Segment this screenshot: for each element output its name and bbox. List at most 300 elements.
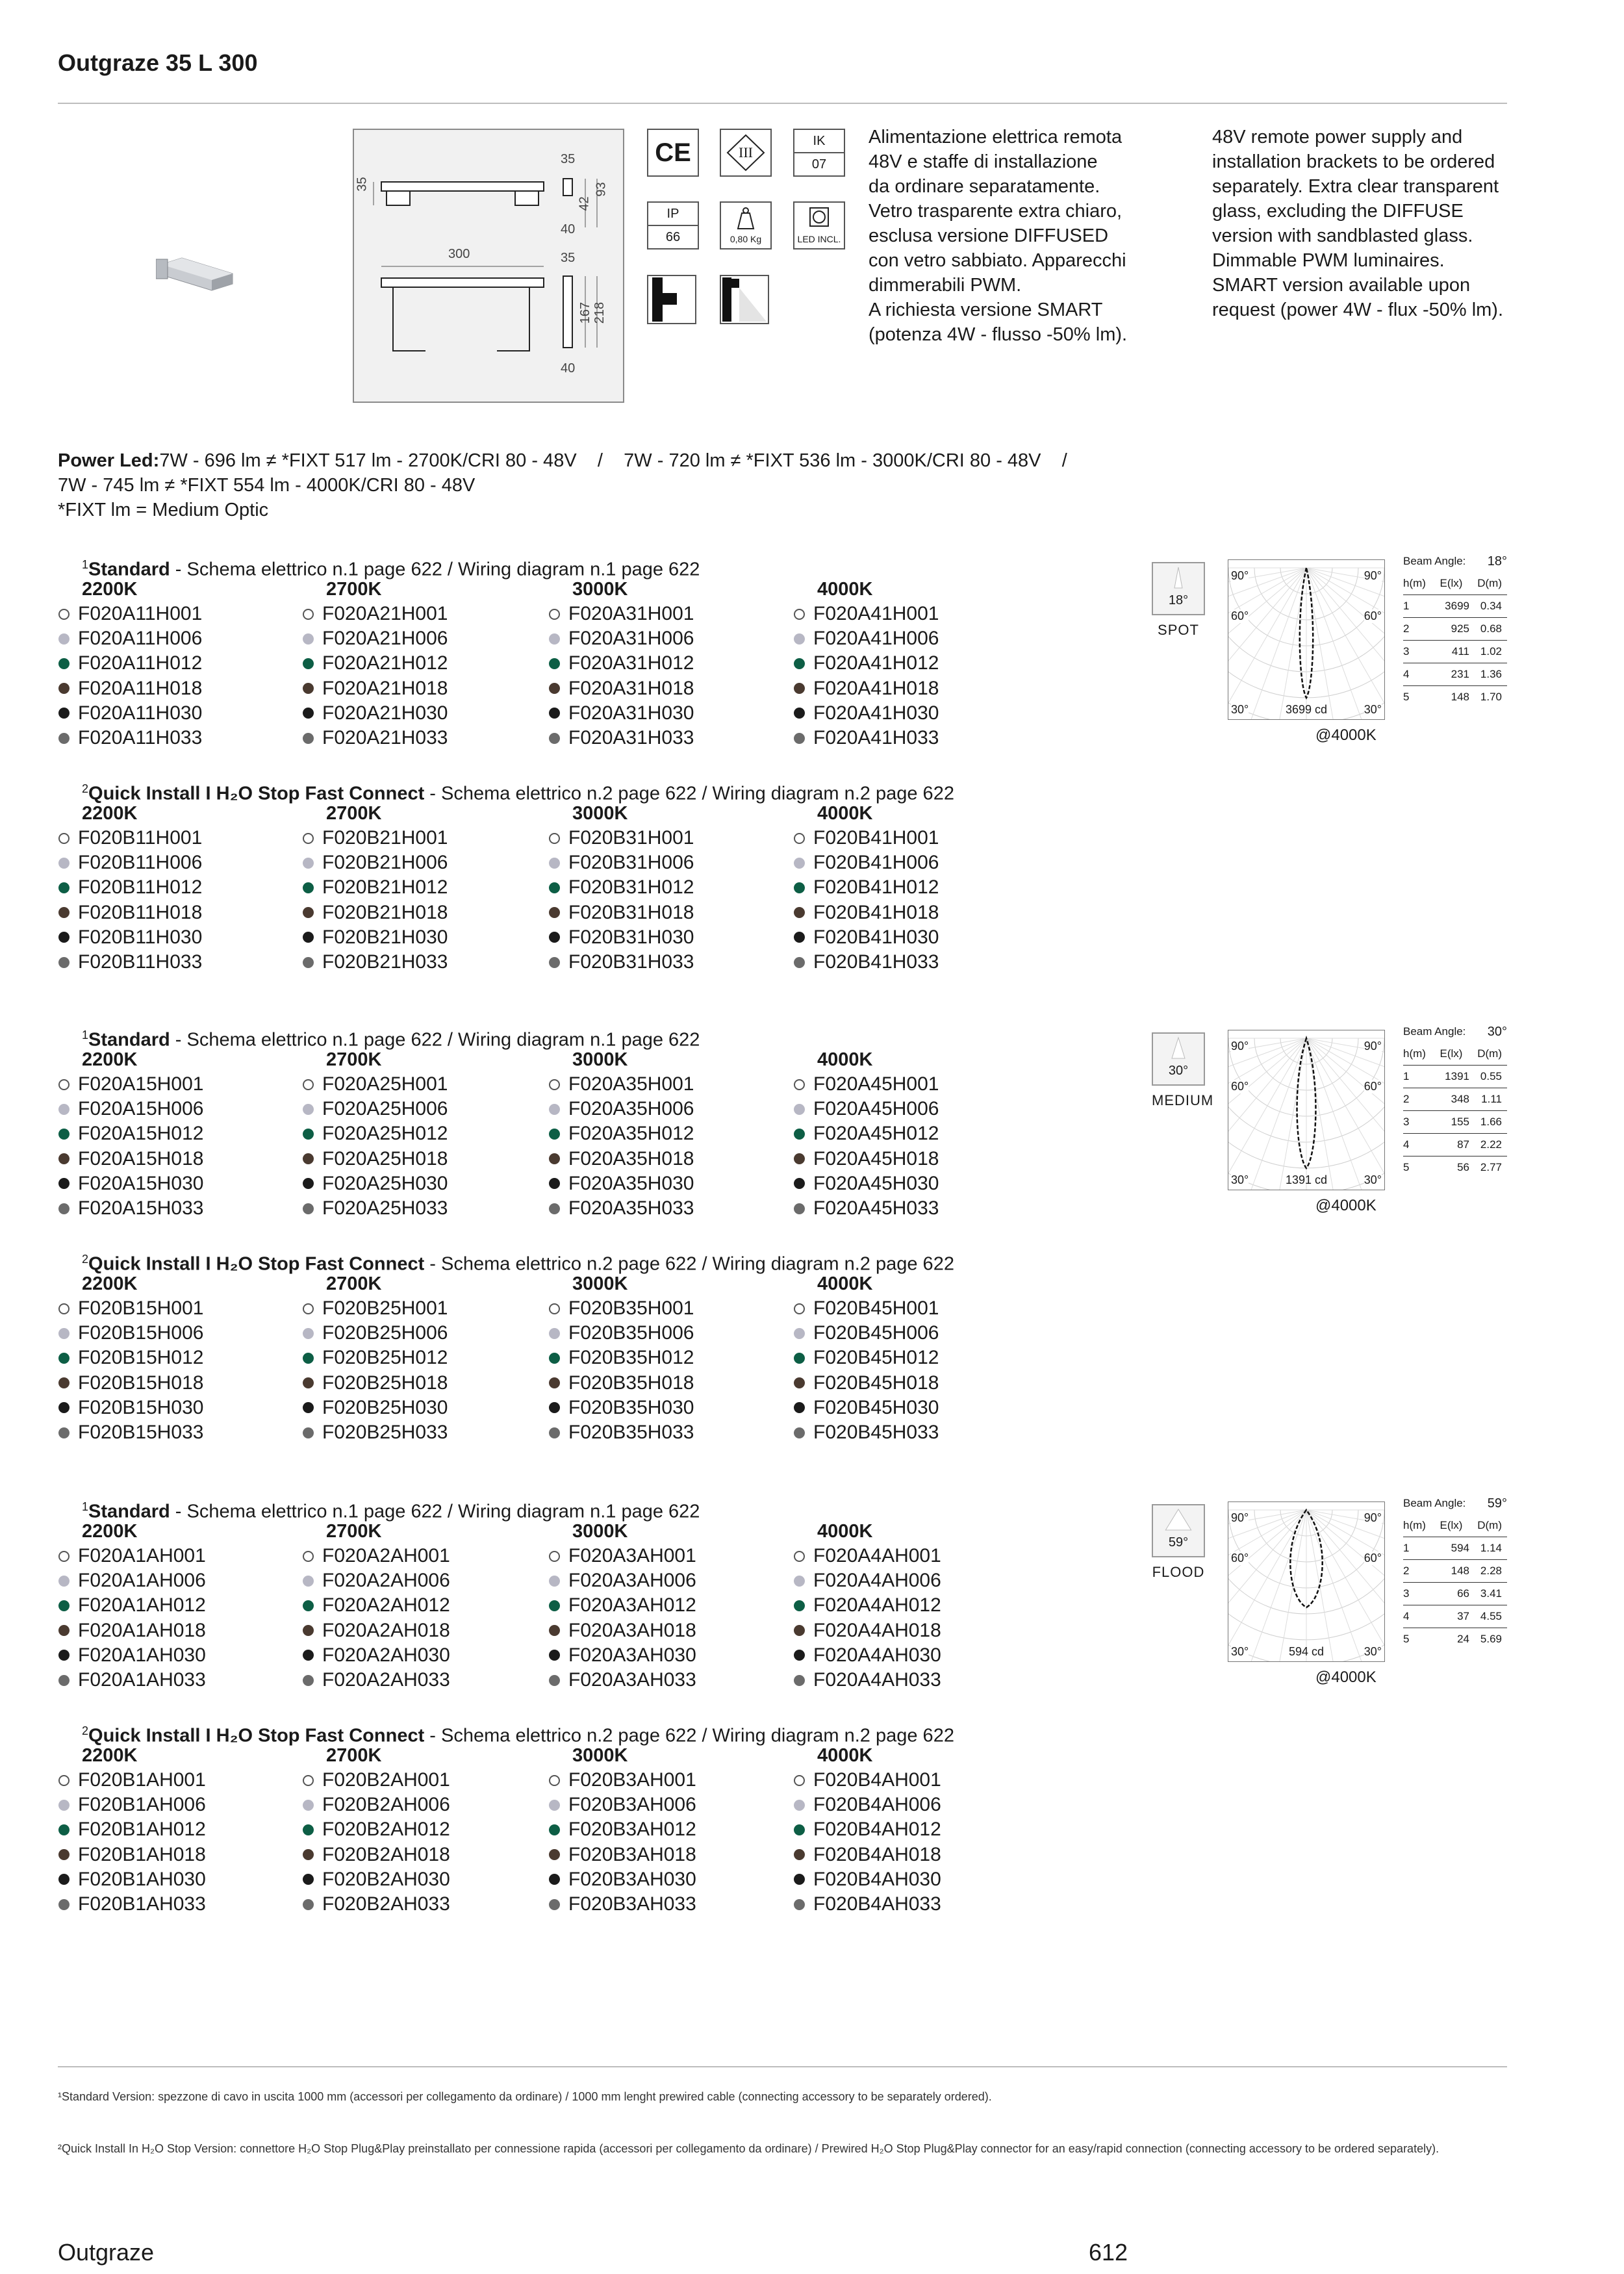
product-code: F020A41H033 [813,727,939,748]
product-code-item [303,1171,448,1196]
finish-color-swatch [549,1353,560,1364]
product-code-item [58,1196,203,1221]
finish-color-swatch [58,1625,70,1636]
page-number: 612 [1089,2239,1128,2266]
product-code-item [794,1296,939,1321]
polar-angle-label: 60° [1231,1080,1249,1093]
product-code-item [58,1843,206,1867]
product-code-item [303,1843,450,1867]
finish-color-swatch [794,1079,805,1090]
product-code: F020A31H006 [568,628,694,650]
product-code: F020B21H001 [322,827,448,849]
power-line-2: 7W - 745 lm ≠ *FIXT 554 lm - 4000K/CRI 80 - 48V [58,475,476,496]
product-code: F020A41H030 [813,702,939,724]
product-code-item [549,1817,696,1842]
description-italian: Alimentazione elettrica remota 48V e staffe di installazione da ordinare separatamente. Vetro trasparente extra chiaro, esclusa versione DIFFUSED con vetro sabbiato. Apparecchi dimmerabili PWM. A richiesta versione SMART (potenza 4W - flusso -50% lm). [869,127,1128,345]
product-code: F020B31H030 [568,926,694,948]
product-code: F020B1AH006 [78,1794,206,1816]
product-code: F020A45H006 [813,1098,939,1120]
footnote-standard: ¹Standard Version: spezzone di cavo in uscita 1000 mm (accessori per collegamento da ordinare) / 1000 mm lenght prewired cable (connecting accessory to be separately ordered). [58,2090,992,2103]
product-code-item [794,1147,939,1171]
footnote-ref: 2 [82,1724,89,1737]
product-code-item [549,1544,696,1568]
product-code-item [58,1147,203,1171]
color-temperature-header: 4000K [817,1049,873,1070]
product-code-item [549,1420,694,1445]
illuminance-table [1403,1492,1507,1650]
product-code: F020B15H030 [78,1396,204,1418]
product-code: F020A15H030 [78,1172,204,1194]
weight-icon: 0,80 Kg [720,201,772,249]
finish-color-swatch [58,957,70,968]
product-code: F020B35H012 [568,1347,694,1369]
polar-angle-label: 90° [1231,1511,1249,1524]
product-code: F020A21H030 [322,702,448,724]
wiring-diagram-ref: - Schema elettrico n.2 page 622 / Wiring diagram n.2 page 622 [424,1725,954,1746]
finish-color-swatch [549,1079,560,1090]
finish-color-swatch [794,1650,805,1661]
product-code: F020A25H033 [322,1197,448,1219]
product-code-item [58,1072,203,1097]
col-header: h(m) [1403,1519,1426,1531]
finish-color-swatch [303,1625,314,1636]
power-line-3: *FIXT lm = Medium Optic [58,500,269,520]
finish-color-swatch [794,1625,805,1636]
finish-color-swatch [303,1600,314,1611]
product-code-item [58,1668,206,1693]
product-code-item [794,901,939,925]
polar-angle-label: 30° [1231,703,1249,716]
product-code-item [549,901,694,925]
product-code-item [303,875,448,900]
product-code-item [58,1097,203,1121]
polar-angle-label: 60° [1231,1552,1249,1565]
product-code: F020B25H033 [322,1422,448,1443]
finish-color-swatch [549,1899,560,1910]
product-code: F020B45H033 [813,1422,939,1443]
finish-color-swatch [303,1178,314,1189]
peak-intensity: 594 cd [1288,1645,1325,1658]
beam-type-label: FLOOD [1152,1564,1205,1580]
finish-color-swatch [303,932,314,943]
col-header: E(lx) [1440,1047,1463,1060]
product-code: F020A25H030 [322,1172,448,1194]
table-row: 1 3699 0.34 [1403,595,1507,618]
finish-color-swatch [303,609,314,620]
product-code-item [794,1420,939,1445]
product-code: F020B11H006 [78,852,203,874]
finish-color-swatch [303,1303,314,1314]
product-code: F020A31H033 [568,727,694,748]
finish-color-swatch [549,1824,560,1835]
product-code: F020A2AH006 [322,1570,450,1592]
finish-color-swatch [303,633,314,645]
beam-angle-label: Beam Angle: [1403,1497,1466,1509]
product-code: F020A45H012 [813,1123,939,1145]
dim-label: 167 [578,301,593,324]
finish-color-swatch [549,1849,560,1860]
finish-color-swatch [549,1625,560,1636]
product-code: F020B2AH001 [322,1769,450,1791]
beam-angle-value: 30° [1487,1025,1507,1039]
product-code-item [303,1097,448,1121]
finish-color-swatch [303,1824,314,1835]
finish-color-swatch [58,1576,70,1587]
product-code-item [58,1121,203,1146]
product-code: F020A25H018 [322,1147,448,1169]
product-code: F020B11H033 [78,951,203,973]
product-code-item [58,726,202,750]
finish-color-swatch [549,658,560,669]
product-code-item [794,726,939,750]
product-code: F020A4AH018 [813,1619,941,1641]
finish-color-swatch [58,1153,70,1164]
finish-color-swatch [549,957,560,968]
finish-color-swatch [58,1899,70,1910]
product-code-item [794,1171,939,1196]
finish-color-swatch [794,957,805,968]
col-header: D(m) [1477,1519,1502,1531]
product-code: F020A11H033 [78,727,203,748]
led-included-icon: LED INCL. [793,201,845,249]
finish-color-swatch [794,1675,805,1686]
finish-color-swatch [303,683,314,694]
product-code-item [58,875,202,900]
wiring-diagram-ref: - Schema elettrico n.2 page 622 / Wiring diagram n.2 page 622 [424,1253,954,1275]
product-code-item [58,901,202,925]
finish-color-swatch [549,708,560,719]
light-emission-icon [720,275,769,324]
color-temperature-header: 4000K [817,803,873,824]
product-code-item [303,1618,450,1643]
product-code-item [303,1768,450,1793]
product-code: F020B15H006 [78,1322,204,1344]
product-code-item [303,1346,448,1370]
product-code-item [794,950,939,975]
product-code: F020A15H018 [78,1147,204,1169]
product-code-item [549,1643,696,1668]
finish-color-swatch [303,1402,314,1413]
finish-color-swatch [549,1427,560,1438]
product-code: F020A21H033 [322,727,448,748]
footnote-ref: 2 [82,782,89,795]
finish-color-swatch [58,733,70,744]
product-code-item [549,1196,694,1221]
product-code: F020A21H012 [322,652,448,674]
finish-color-swatch [794,683,805,694]
product-code: F020A21H018 [322,677,448,699]
finish-color-swatch [794,1328,805,1339]
finish-color-swatch [58,1824,70,1835]
beam-icon [1152,1504,1205,1557]
product-code-item [794,1321,939,1346]
finish-color-swatch [549,1675,560,1686]
polar-angle-label: 60° [1231,609,1249,622]
product-code: F020A41H018 [813,677,939,699]
dim-label: 35 [355,177,370,192]
finish-color-swatch [303,1800,314,1811]
finish-color-swatch [794,1402,805,1413]
product-code-item [549,826,694,850]
finish-color-swatch [303,833,314,844]
product-code-item [794,1593,941,1618]
product-code: F020B15H018 [78,1372,204,1394]
product-code-item [303,602,448,626]
finish-color-swatch [303,1427,314,1438]
product-code-item [303,626,448,651]
finish-color-swatch [794,1849,805,1860]
product-code: F020A15H012 [78,1123,204,1145]
product-code: F020B15H033 [78,1422,204,1443]
product-code-item [549,1618,696,1643]
product-code: F020B21H033 [322,951,448,973]
finish-color-swatch [303,1153,314,1164]
finish-color-swatch [549,1328,560,1339]
polar-angle-label: 30° [1231,1645,1249,1658]
finish-color-swatch [549,1650,560,1661]
product-code: F020A31H030 [568,702,694,724]
product-code: F020B41H006 [813,852,939,874]
polar-angle-label: 60° [1364,609,1382,622]
wiring-diagram-ref: - Schema elettrico n.1 page 622 / Wiring diagram n.1 page 622 [170,1501,700,1522]
finish-color-swatch [58,1600,70,1611]
product-code-item [794,1072,939,1097]
product-code-item [303,850,448,875]
product-code: F020B31H001 [568,827,694,849]
finish-color-swatch [303,858,314,869]
product-code: F020A35H030 [568,1172,694,1194]
finish-color-swatch [58,1849,70,1860]
product-code: F020B4AH030 [813,1868,941,1890]
color-temperature-header: 2200K [82,1521,138,1542]
product-code-item [58,651,202,676]
finish-color-swatch [549,1153,560,1164]
beam-type-label: MEDIUM [1152,1092,1214,1108]
finish-color-swatch [794,1178,805,1189]
finish-color-swatch [794,1129,805,1140]
table-row: 1 594 1.14 [1403,1537,1507,1560]
table-row: 5 148 1.70 [1403,691,1502,703]
finish-color-swatch [58,1079,70,1090]
finish-color-swatch [549,1104,560,1115]
illuminance-table [1403,550,1507,708]
product-code: F020B25H018 [322,1372,448,1394]
product-code-item [794,1121,939,1146]
product-code-item [303,950,448,975]
power-line-1: 7W - 696 lm ≠ *FIXT 517 lm - 2700K/CRI 80 - 48V / 7W - 720 lm ≠ *FIXT 536 lm - 3000K/CRI 80 - 48V / [159,450,1067,471]
product-code-item [58,676,202,701]
polar-diagram [1228,1501,1385,1662]
product-code: F020A3AH001 [568,1545,696,1566]
product-code: F020B45H018 [813,1372,939,1394]
product-code-item [58,701,202,726]
product-code-item [303,925,448,950]
col-header: h(m) [1403,577,1426,589]
finish-color-swatch [58,609,70,620]
finish-color-swatch [549,858,560,869]
finish-color-swatch [794,1576,805,1587]
product-code-item [549,726,694,750]
finish-color-swatch [794,733,805,744]
product-code: F020A21H006 [322,628,448,650]
color-temperature-header: 2700K [326,1521,382,1542]
product-code-item [794,602,939,626]
finish-color-swatch [303,1775,314,1786]
product-code: F020A11H006 [78,628,203,650]
finish-color-swatch [58,1178,70,1189]
finish-color-swatch [794,1427,805,1438]
dim-label: 300 [448,247,470,261]
ik-rating-icon: IK 07 [793,129,845,177]
section-name: Quick Install I H₂O Stop Fast Connect [88,1253,425,1275]
finish-color-swatch [794,1551,805,1562]
beam-icon [1152,1032,1205,1086]
product-code: F020B3AH018 [568,1843,696,1865]
product-code-item [58,1544,206,1568]
finish-color-swatch [58,658,70,669]
product-code-item [58,1867,206,1892]
product-code-item [794,1817,941,1842]
power-label: Power Led: [58,450,160,471]
product-code-item [303,1793,450,1817]
col-header: E(lx) [1440,577,1463,589]
product-code-item [794,676,939,701]
measurement-temperature: @4000K [1315,1197,1377,1214]
footnote-divider [58,2066,1507,2067]
table-row: 5 56 2.77 [1403,1161,1502,1173]
product-code-item [549,1793,696,1817]
product-code-item [549,1396,694,1420]
product-code: F020B25H012 [322,1347,448,1369]
dim-label: 42 [577,196,592,211]
product-code: F020B41H012 [813,876,939,899]
finish-color-swatch [58,1303,70,1314]
polar-angle-label: 30° [1364,703,1382,716]
finish-color-swatch [303,1104,314,1115]
product-code: F020B4AH012 [813,1819,941,1841]
table-row: 3 411 1.02 [1403,641,1507,663]
product-code-item [303,1396,448,1420]
product-code-item [549,1097,694,1121]
product-code: F020B1AH001 [78,1769,206,1791]
product-code: F020A35H001 [568,1073,694,1095]
finish-color-swatch [794,1377,805,1388]
product-code-item [549,626,694,651]
product-code: F020A2AH001 [322,1545,450,1566]
product-code: F020B31H012 [568,876,694,899]
finish-color-swatch [549,609,560,620]
product-code: F020A11H012 [78,652,203,674]
beam-type-label: SPOT [1158,622,1199,638]
product-code: F020B31H006 [568,852,694,874]
dim-label: 35 [561,251,576,265]
product-code: F020A1AH033 [78,1669,206,1691]
finish-color-swatch [58,683,70,694]
finish-color-swatch [58,1650,70,1661]
finish-color-swatch [794,932,805,943]
finish-color-swatch [549,1129,560,1140]
product-code-item [58,1618,206,1643]
color-temperature-header: 4000K [817,1745,873,1766]
product-code-item [58,850,202,875]
product-code: F020B31H018 [568,901,694,923]
finish-color-swatch [303,1353,314,1364]
table-row: 2 925 0.68 [1403,618,1507,641]
finish-color-swatch [794,1600,805,1611]
product-code-item [794,1346,939,1370]
product-code-item [303,1121,448,1146]
product-code: F020B3AH001 [568,1769,696,1791]
product-code: F020B3AH033 [568,1893,696,1915]
product-code: F020A4AH012 [813,1594,941,1616]
product-code-item [549,1768,696,1793]
product-code-item [549,850,694,875]
polar-angle-label: 30° [1364,1173,1382,1186]
product-code: F020B1AH033 [78,1893,206,1915]
product-code-item [58,1768,206,1793]
product-code-item [303,826,448,850]
product-code: F020B41H018 [813,901,939,923]
product-code: F020B2AH033 [322,1893,450,1915]
finish-color-swatch [303,1899,314,1910]
finish-color-swatch [794,1104,805,1115]
product-code: F020B1AH012 [78,1819,206,1841]
product-code: F020A1AH001 [78,1545,206,1566]
product-code-item [303,1420,448,1445]
product-code-item [794,925,939,950]
finish-color-swatch [549,1551,560,1562]
product-code: F020A11H030 [78,702,203,724]
section-name: Quick Install I H₂O Stop Fast Connect [88,1725,425,1746]
product-code: F020A31H001 [568,603,694,624]
finish-color-swatch [303,733,314,744]
product-code: F020A35H006 [568,1098,694,1120]
section-name: Standard [88,1029,170,1051]
product-code: F020B4AH033 [813,1893,941,1915]
finish-color-swatch [794,882,805,893]
power-led-info [58,448,1067,522]
beam-angle: 59° [1168,1535,1189,1550]
ce-mark-icon: CE [647,129,699,177]
product-code: F020B35H006 [568,1322,694,1344]
description-english: 48V remote power supply and installation brackets to be ordered separately. Extra clear transparent glass, excluding the DIFFUSE version with sandblasted glass. Dimmable PWM luminaires. SMART version available upon request (power 4W - flux -50% lm). [1212,127,1504,320]
dim-label: 40 [561,361,576,376]
finish-color-swatch [303,1650,314,1661]
footnote-quick-install: ²Quick Install In H₂O Stop Version: connettore H₂O Stop Plug&Play preinstallato per connessione rapida (accessori per collegamento da ordinare) / Prewired H₂O Stop Plug&Play connector for an easy/rapid connection (connecting accessory to be ordered separately). [58,2142,1440,2155]
finish-color-swatch [58,1775,70,1786]
beam-angle-badge [1152,562,1205,639]
product-code-item [58,1892,206,1917]
product-code: F020B4AH001 [813,1769,941,1791]
product-code-item [549,1867,696,1892]
product-code: F020B45H001 [813,1297,939,1319]
product-code-item [303,726,448,750]
product-code-item [549,701,694,726]
product-code-item [794,1668,941,1693]
col-header: D(m) [1477,1047,1502,1060]
footnote-ref: 1 [82,1500,89,1513]
product-code: F020B11H018 [78,901,203,923]
product-code: F020B45H006 [813,1322,939,1344]
product-code: F020B4AH006 [813,1794,941,1816]
wiring-diagram-ref: - Schema elettrico n.2 page 622 / Wiring diagram n.2 page 622 [424,783,954,804]
finish-color-swatch [303,1328,314,1339]
measurement-temperature: @4000K [1315,726,1377,744]
section-name: Quick Install I H₂O Stop Fast Connect [88,783,425,804]
color-temperature-header: 2700K [326,1745,382,1766]
finish-color-swatch [58,932,70,943]
col-header: E(lx) [1440,1519,1463,1531]
